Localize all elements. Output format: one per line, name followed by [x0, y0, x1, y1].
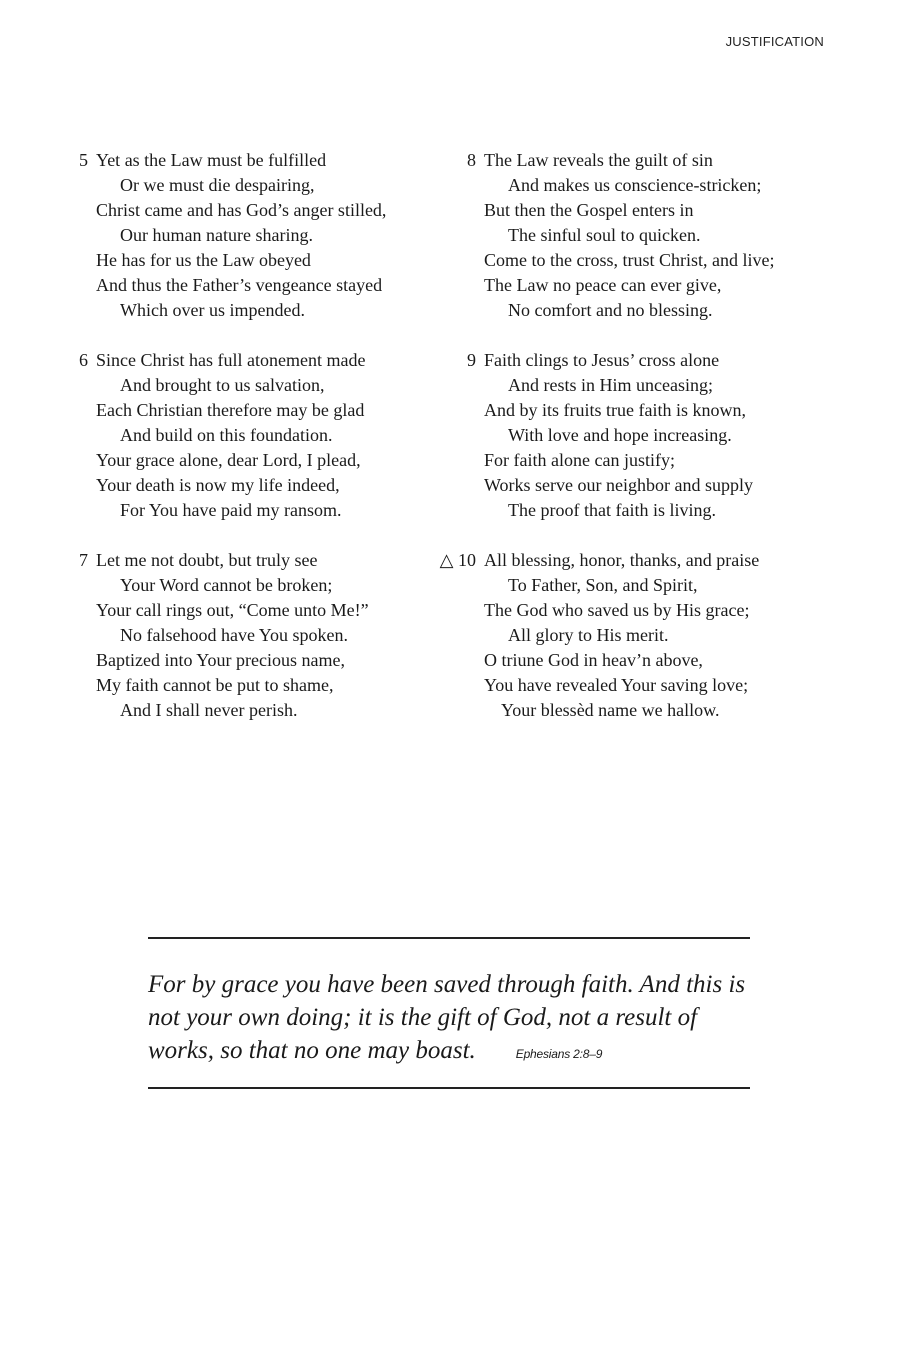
hymn-line: Christ came and has God’s anger stilled,	[96, 200, 387, 220]
hymn-line: Come to the cross, trust Christ, and live;	[484, 250, 775, 270]
hymn-line: And thus the Father’s vengeance stayed	[96, 275, 383, 295]
stanza-9	[467, 348, 825, 523]
hymn-line: Which over us impended.	[120, 300, 305, 320]
stanza-number: 5	[79, 150, 88, 170]
stanza-10	[439, 548, 825, 723]
divider-bottom	[148, 1087, 750, 1089]
section-header: JUSTIFICATION	[725, 34, 824, 49]
hymn-line: Since Christ has full atonement made	[96, 350, 366, 370]
stanza-8	[467, 148, 825, 323]
hymn-line: All glory to His merit.	[508, 625, 669, 645]
hymn-line: Your call rings out, “Come unto Me!”	[96, 600, 369, 620]
hymn-column-right	[425, 148, 825, 748]
hymn-line: Your grace alone, dear Lord, I plead,	[96, 450, 361, 470]
hymn-line: But then the Gospel enters in	[484, 200, 694, 220]
stanza-6	[79, 348, 460, 523]
hymn-line: And rests in Him unceasing;	[508, 375, 713, 395]
hymn-line: Works serve our neighbor and supply	[484, 475, 753, 495]
hymn-line: And brought to us salvation,	[120, 375, 325, 395]
scripture-reference: Ephesians 2:8–9	[515, 1047, 603, 1061]
hymn-line: The proof that faith is living.	[508, 500, 716, 520]
hymn-line: The sinful soul to quicken.	[508, 225, 701, 245]
hymn-line: And build on this foundation.	[120, 425, 333, 445]
scripture-text: For by grace you have been saved through faith. And this is not your own doing; it is the gift of God, not a result of works, so that no one may boast.	[148, 971, 746, 1064]
hymn-line: You have revealed Your saving love;	[484, 675, 749, 695]
hymn-line: Your death is now my life indeed,	[96, 475, 340, 495]
hymn-line: And by its fruits true faith is known,	[484, 400, 746, 420]
hymn-line: My faith cannot be put to shame,	[96, 675, 334, 695]
hymn-line: Our human nature sharing.	[120, 225, 313, 245]
hymn-line: Your blessèd name we hallow.	[501, 700, 720, 720]
hymn-line: For You have paid my ransom.	[120, 500, 342, 520]
hymn-line: And makes us conscience-stricken;	[508, 175, 762, 195]
hymn-line: The God who saved us by His grace;	[484, 600, 750, 620]
divider-top	[148, 937, 750, 939]
hymn-line: All blessing, honor, thanks, and praise	[484, 550, 760, 570]
scripture-quote	[148, 968, 750, 1071]
hymn-line: The Law reveals the guilt of sin	[484, 150, 713, 170]
hymn-line: Let me not doubt, but truly see	[96, 550, 318, 570]
stanza-5	[79, 148, 460, 323]
hymn-line: Your Word cannot be broken;	[120, 575, 333, 595]
hymn-line: To Father, Son, and Spirit,	[508, 575, 698, 595]
hymn-line: Yet as the Law must be fulfilled	[96, 150, 327, 170]
hymn-column-left	[60, 148, 460, 748]
hymn-line: For faith alone can justify;	[484, 450, 675, 470]
stanza-number: 6	[79, 350, 88, 370]
hymn-line: The Law no peace can ever give,	[484, 275, 722, 295]
hymn-line: Faith clings to Jesus’ cross alone	[484, 350, 720, 370]
stanza-number: 7	[79, 550, 88, 570]
hymn-line: No falsehood have You spoken.	[120, 625, 348, 645]
hymn-line: Each Christian therefore may be glad	[96, 400, 365, 420]
hymn-line: He has for us the Law obeyed	[96, 250, 311, 270]
hymn-line: And I shall never perish.	[120, 700, 298, 720]
hymn-line: Baptized into Your precious name,	[96, 650, 345, 670]
stanza-number-triangle-marker: △ 10	[439, 550, 476, 570]
stanza-number: 8	[467, 150, 476, 170]
hymn-line: With love and hope increasing.	[508, 425, 732, 445]
stanza-number: 9	[467, 350, 476, 370]
stanza-7	[79, 548, 460, 723]
hymn-line: O triune God in heav’n above,	[484, 650, 703, 670]
hymn-line: Or we must die despairing,	[120, 175, 315, 195]
hymn-line: No comfort and no blessing.	[508, 300, 713, 320]
